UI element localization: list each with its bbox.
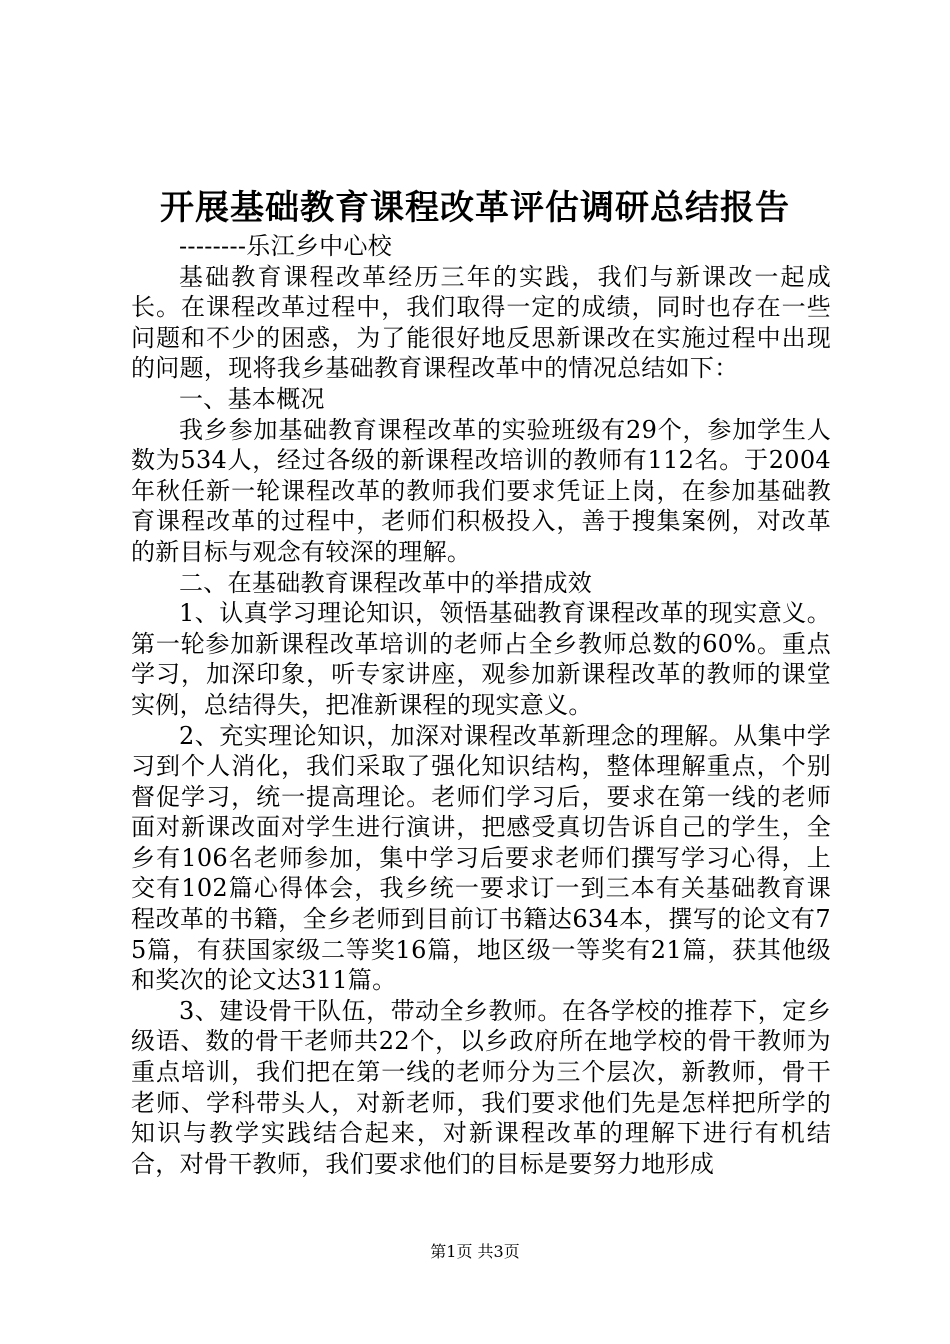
document-title: 开展基础教育课程改革评估调研总结报告 [160, 188, 790, 228]
paragraph-overview: 我乡参加基础教育课程改革的实验班级有29个，参加学生人数为534人，经过各级的新课程改培训的教师有112名。于2004年秋任新一轮课程改革的教师我们要求凭证上岗，在参加基础教育课程改革的过程中，老师们积极投入，善于搜集案例，对改革的新目标与观念有较深的理解。 [131, 415, 831, 566]
section-heading-measures: 二、在基础教育课程改革中的举措成效 [179, 568, 593, 597]
paragraph-measure-3: 3、建设骨干队伍，带动全乡教师。在各学校的推荐下，定乡级语、数的骨干老师共22个，以乡政府所在地学校的骨干教师为重点培训，我们把在第一线的老师分为三个层次，新教师，骨干老师、学科带头人，对新老师，我们要求他们先是怎样把所学的知识与教学实践结合起来，对新课程改革的理解下进行有机结合，对骨干教师，我们要求他们的目标是要努力地形成 [131, 996, 831, 1178]
page-footer: 第1页 共3页 [430, 1242, 520, 1261]
paragraph-measure-2: 2、充实理论知识，加深对课程改革新理念的理解。从集中学习到个人消化，我们采取了强化知识结构，整体理解重点，个别督促学习，统一提高理论。老师们学习后，要求在第一线的老师面对新课改面对学生进行演讲，把感受真切告诉自己的学生，全乡有106名老师参加，集中学习后要求老师们撰写学习心得，上交有102篇心得体会，我乡统一要求订一到三本有关基础教育课程改革的书籍，全乡老师到目前订书籍达634本，撰写的论文有75篇，有获国家级二等奖16篇，地区级一等奖有21篇，获其他级和奖次的论文达311篇。 [131, 721, 831, 995]
section-heading-overview: 一、基本概况 [179, 384, 325, 413]
paragraph-measure-1: 1、认真学习理论知识，领悟基础教育课程改革的现实意义。第一轮参加新课程改革培训的老师占全乡教师总数的60%。重点学习，加深印象，听专家讲座，观参加新课程改革的教师的课堂实例，总结得失，把准新课程的现实意义。 [131, 599, 831, 719]
document-body [131, 231, 831, 1179]
author-line: --------乐江乡中心校 [179, 232, 393, 260]
paragraph-intro: 基础教育课程改革经历三年的实践，我们与新课改一起成长。在课程改革过程中，我们取得一定的成绩，同时也存在一些问题和不少的困惑，为了能很好地反思新课改在实施过程中出现的问题，现将我乡基础教育课程改革中的情况总结如下： [131, 262, 831, 383]
